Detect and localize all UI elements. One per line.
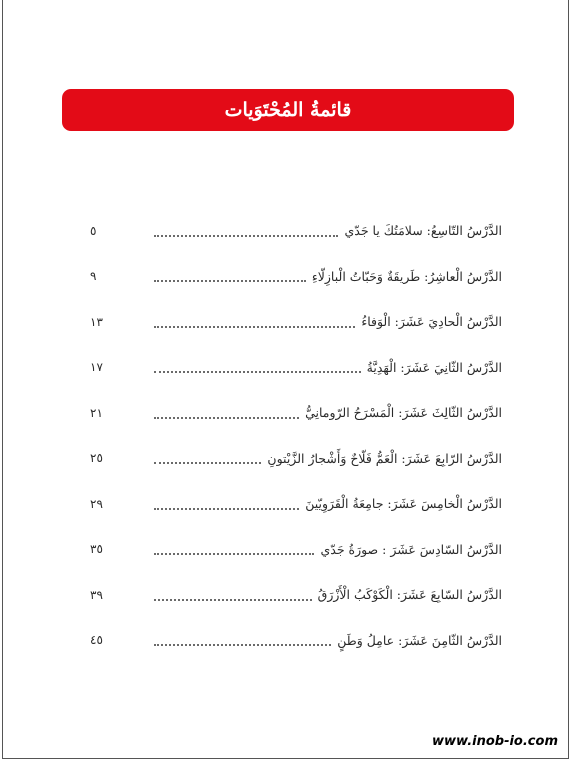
lesson-title: الدَّرْسُ الْخامِسَ عَشَرَ: جامِعَةُ الْقَرَوِيّينَ (305, 496, 502, 512)
lesson-title: الدَّرْسُ الْعاشِرُ: طَريقَةٌ وَحَبّاتُ الْبازِلّاءِ (311, 268, 502, 284)
toc-row[interactable] (90, 527, 502, 573)
watermark-url: www.inob-io.com (432, 734, 558, 749)
page-number: ٢٥ (90, 451, 103, 466)
toc-row[interactable] (90, 299, 502, 345)
toc-row[interactable] (90, 208, 502, 254)
page-number: ٣٥ (90, 542, 103, 557)
dot-leader (154, 223, 338, 237)
toc-row[interactable] (90, 345, 502, 391)
dot-leader (154, 496, 299, 510)
lesson-title: الدَّرْسُ الثّالِثَ عَشَرَ: الْمَسْرَحُ الرّومانِيُّ (305, 405, 502, 421)
dot-leader (154, 541, 314, 555)
toc-row[interactable] (90, 436, 502, 482)
lesson-title: الدَّرْسُ السّادِسَ عَشَرَ : صورَةُ جَدّي (320, 541, 502, 557)
page-number: ٢١ (90, 405, 103, 420)
page-number: ٥ (90, 223, 97, 238)
dot-leader (154, 359, 361, 373)
dot-leader (154, 268, 306, 282)
table-of-contents (90, 208, 502, 663)
toc-row[interactable] (90, 481, 502, 527)
dot-leader (154, 632, 331, 646)
toc-row[interactable] (90, 254, 502, 300)
title-banner (62, 89, 514, 131)
lesson-title: الدَّرْسُ الثّامِنَ عَشَرَ: عامِلُ وَطَنٍ (337, 632, 502, 648)
page-title: قائمةُ المُحْتَوَيات (224, 99, 352, 121)
lesson-title: الدَّرْسُ الثّانِيَ عَشَرَ: الْهَدِيَّةُ (366, 359, 502, 375)
toc-row[interactable] (90, 390, 502, 436)
dot-leader (154, 587, 312, 601)
page-number: ٤٥ (90, 633, 103, 648)
page-number: ١٣ (90, 314, 103, 329)
lesson-title: الدَّرْسُ التّاسِعُ: سلامَتُكَ يا جَدّي (344, 223, 502, 239)
page-number: ٩ (90, 269, 97, 284)
lesson-title: الدَّرْسُ الْحادِيَ عَشَرَ: الْوَفاءُ (361, 314, 502, 330)
lesson-title: الدَّرْسُ السّابِعَ عَشَرَ: الْكَوْكَبُ الْأَزْرَقُ (317, 587, 502, 603)
toc-row[interactable] (90, 572, 502, 618)
page-number: ٢٩ (90, 496, 103, 511)
page-number: ١٧ (90, 360, 103, 375)
toc-row[interactable] (90, 618, 502, 664)
dot-leader (154, 405, 299, 419)
dot-leader (154, 314, 355, 328)
page-number: ٣٩ (90, 587, 103, 602)
lesson-title: الدَّرْسُ الرّابِعَ عَشَرَ: الْعَمُّ فَلّاحٌ وَأَشْجارُ الزَّيْتونِ (267, 450, 502, 466)
dot-leader (154, 450, 261, 464)
